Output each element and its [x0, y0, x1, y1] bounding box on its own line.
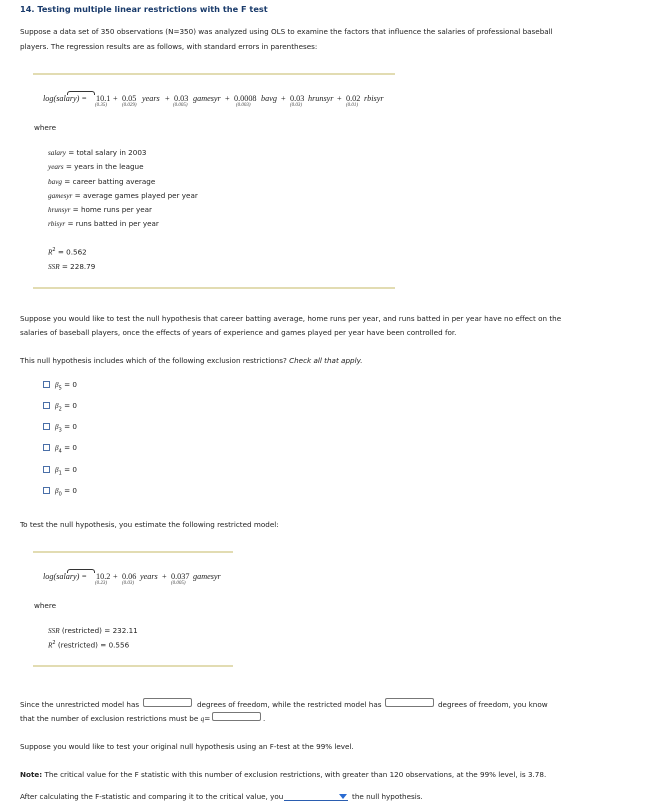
- divider-top: [33, 73, 395, 75]
- conclusion-dropdown[interactable]: [284, 792, 348, 801]
- sign-hrunsyr: +: [281, 94, 286, 103]
- se-years: (0.029): [122, 103, 137, 108]
- conclusion-text-1: After calculating the F-statistic and comparing it to the critical value, you: [20, 792, 284, 801]
- definition-item: rbisyr = runs batted in per year: [48, 219, 159, 228]
- checkbox[interactable]: [43, 444, 50, 451]
- sign-gamesyr: +: [162, 572, 167, 581]
- where-label: where: [34, 123, 57, 132]
- coef-intercept: 10.2: [96, 572, 111, 581]
- option-label: $\beta_1 = 0$: [55, 465, 77, 477]
- var-years: years: [142, 94, 160, 103]
- question-text: This null hypothesis includes which of the following exclusion restrictions? Check all that apply.: [20, 356, 363, 365]
- se-bavg: (0.003): [236, 103, 251, 108]
- equation-lhs: log(salary) =: [43, 572, 87, 581]
- note: Note: The critical value for the F statistic with this number of exclusion restrictions, with greater than 120 observations, at the 99% level, is 3.78.: [20, 770, 547, 779]
- sign-gamesyr: +: [165, 94, 170, 103]
- definition-item: bavg = career batting average: [48, 177, 156, 186]
- df-text-4: that the number of exclusion restrictions must be q=: [20, 714, 211, 723]
- sign-rbisyr: +: [337, 94, 342, 103]
- divider-restricted-top: [33, 551, 233, 553]
- restricted-intro: To test the null hypothesis, you estimate the following restricted model:: [20, 520, 279, 529]
- definition-item: hrunsyr = home runs per year: [48, 205, 152, 214]
- df-text-1: Since the unrestricted model has: [20, 700, 140, 709]
- r-squared: $R^2 = 0.562$: [48, 247, 87, 257]
- option-label: $\beta_0 = 0$: [55, 486, 77, 498]
- hypothesis-line-1: Suppose you would like to test the null hypothesis that career batting average, home runs per year, and runs batted in per year have no effect on the: [20, 314, 562, 323]
- checkbox[interactable]: [43, 487, 50, 494]
- q-input[interactable]: [212, 712, 261, 721]
- option-label: $\beta_2 = 0$: [55, 401, 77, 413]
- option-label: $\beta_4 = 0$: [55, 443, 77, 455]
- equation-lhs: log(salary) =: [43, 94, 87, 103]
- df-text-3: degrees of freedom, you know: [438, 700, 548, 709]
- var-gamesyr: gamesyr: [193, 572, 221, 581]
- checkbox[interactable]: [43, 466, 50, 473]
- coef-years: 0.06: [122, 572, 137, 581]
- checkbox[interactable]: [43, 402, 50, 409]
- se-gamesyr: (0.005): [171, 581, 186, 586]
- checkbox[interactable]: [43, 381, 50, 388]
- var-hrunsyr: hrunsyr: [308, 94, 334, 103]
- hypothesis-line-2: salaries of baseball players, once the effects of years of experience and games played per year have been controlled for.: [20, 328, 457, 337]
- var-years: years: [140, 572, 158, 581]
- se-rbisyr: (0.01): [346, 103, 359, 108]
- definition-item: salary = total salary in 2003: [48, 148, 147, 157]
- sign-years: +: [113, 572, 118, 581]
- chevron-down-icon: [339, 794, 347, 799]
- definition-item: years = years in the league: [48, 162, 144, 171]
- coef-hrunsyr: 0.03: [290, 94, 305, 103]
- coef-intercept: 10.1: [96, 94, 111, 103]
- where-label: where: [34, 601, 57, 610]
- restricted-df-input[interactable]: [385, 698, 434, 707]
- var-gamesyr: gamesyr: [193, 94, 221, 103]
- r-squared-restricted: $R^2$ (restricted) = 0.556: [48, 640, 130, 650]
- var-bavg: bavg: [261, 94, 277, 103]
- conclusion-text-2: the null hypothesis.: [352, 792, 423, 801]
- var-rbisyr: rbisyr: [364, 94, 384, 103]
- option-label: $\beta_3 = 0$: [55, 422, 77, 434]
- intro-line-1: Suppose a data set of 350 observations (N=350) was analyzed using OLS to examine the factors that influence the salaries of professional baseball: [20, 27, 553, 36]
- option-label: $\beta_5 = 0$: [55, 380, 77, 392]
- divider-middle: [33, 287, 395, 289]
- checkbox[interactable]: [43, 423, 50, 430]
- df-text-2: degrees of freedom, while the restricted model has: [197, 700, 382, 709]
- coef-bavg: 0.0008: [234, 94, 257, 103]
- se-gamesyr: (0.005): [173, 103, 188, 108]
- coef-gamesyr: 0.037: [171, 572, 190, 581]
- se-intercept: (0.23): [95, 581, 108, 586]
- coef-gamesyr: 0.03: [174, 94, 189, 103]
- intro-line-2: players. The regression results are as follows, with standard errors in parentheses:: [20, 42, 318, 51]
- se-intercept: (0.35): [95, 103, 108, 108]
- divider-restricted-bottom: [33, 665, 233, 667]
- coef-years: 0.05: [122, 94, 137, 103]
- df-text-5: .: [263, 714, 266, 723]
- unrestricted-df-input[interactable]: [143, 698, 192, 707]
- sign-bavg: +: [225, 94, 230, 103]
- se-hrunsyr: (0.03): [290, 103, 303, 108]
- definition-item: gamesyr = average games played per year: [48, 191, 198, 200]
- se-years: (0.03): [122, 581, 135, 586]
- ssr-restricted: SSR (restricted) = 232.11: [48, 626, 138, 635]
- page-title: 14. Testing multiple linear restrictions with the F test: [20, 4, 268, 14]
- ftest-sentence: Suppose you would like to test your original null hypothesis using an F-test at the 99% level.: [20, 742, 354, 751]
- coef-rbisyr: 0.02: [346, 94, 361, 103]
- ssr-value: SSR = 228.79: [48, 262, 96, 271]
- sign-years: +: [113, 94, 118, 103]
